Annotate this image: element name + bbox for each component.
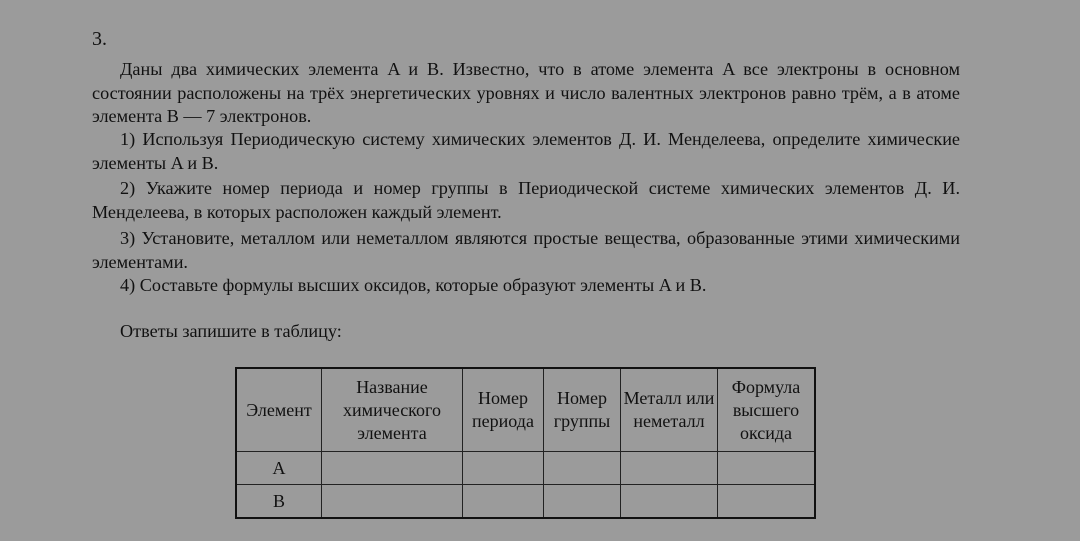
answer-instruction: Ответы запишите в таблицу: (120, 321, 342, 341)
answer-cell[interactable] (322, 485, 463, 519)
answer-cell[interactable] (621, 485, 718, 519)
header-metal-or-nonmetal: Металл или неметалл (621, 368, 718, 452)
question-2: 2) Укажите номер периода и номер группы в Периодической системе химических элементов Д. И. Менделеева, в которых расположен каждый элемент. (92, 178, 960, 222)
row-label-a: A (236, 452, 322, 485)
table-header-row (236, 368, 815, 452)
header-element-name: Название химического элемента (322, 368, 463, 452)
answer-cell[interactable] (718, 452, 816, 485)
table-row (236, 485, 815, 519)
task-intro: Даны два химических элемента A и B. Известно, что в атоме элемента A все электроны в основном состоянии расположены на трёх энергетических уровнях и число валентных электронов равно трём, а в атоме элемента B — 7 электронов. (92, 59, 960, 126)
answer-cell[interactable] (544, 485, 621, 519)
answer-cell[interactable] (463, 485, 544, 519)
answer-cell[interactable] (718, 485, 816, 519)
answer-table (235, 367, 816, 519)
header-higher-oxide-formula: Формула высшего оксида (718, 368, 816, 452)
header-group-number: Номер группы (544, 368, 621, 452)
table-row (236, 452, 815, 485)
question-4: 4) Составьте формулы высших оксидов, которые образуют элементы A и B. (120, 275, 707, 295)
answer-cell[interactable] (621, 452, 718, 485)
question-3: 3) Установите, металлом или неметаллом являются простые вещества, образованные этими химическими элементами. (92, 228, 960, 272)
header-period-number: Номер периода (463, 368, 544, 452)
question-1: 1) Используя Периодическую систему химических элементов Д. И. Менделеева, определите химические элементы A и B. (92, 129, 960, 173)
row-label-b: B (236, 485, 322, 519)
answer-cell[interactable] (544, 452, 621, 485)
answer-cell[interactable] (322, 452, 463, 485)
task-number: 3. (92, 28, 107, 50)
answer-cell[interactable] (463, 452, 544, 485)
header-element: Элемент (236, 368, 322, 452)
